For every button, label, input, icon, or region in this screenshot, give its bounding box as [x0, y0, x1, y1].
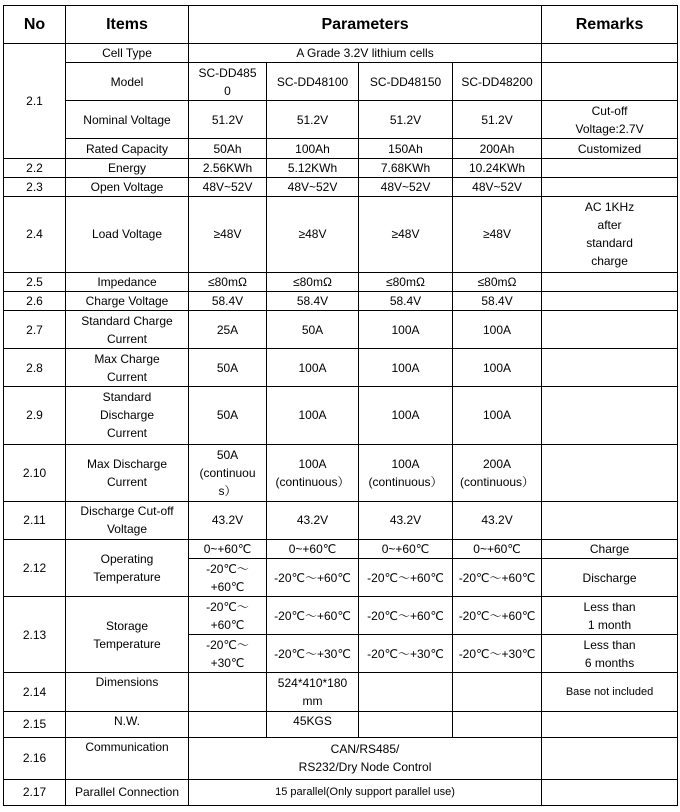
param-value: 51.2V [267, 101, 359, 139]
param-value: 100A [267, 349, 359, 387]
remark-cell: Cut-off Voltage:2.7V [542, 101, 678, 139]
table-row [4, 539, 678, 558]
remark-cell: Less than 6 months [542, 635, 678, 673]
communication-value: CAN/RS485/ RS232/Dry Node Control [189, 737, 542, 779]
remark-cell [542, 292, 678, 311]
param-value: 43.2V [359, 501, 453, 539]
row-number: 2.6 [4, 292, 66, 311]
table-row [4, 177, 678, 196]
item-label: Charge Voltage [66, 292, 189, 311]
param-value: ≤80mΩ [267, 272, 359, 291]
parallel-connection-value: 15 parallel(Only support parallel use) [189, 779, 542, 805]
param-value: ≥48V [267, 196, 359, 272]
row-number: 2.16 [4, 737, 66, 779]
param-value: 58.4V [189, 292, 267, 311]
remark-cell [542, 387, 678, 444]
param-value: ≥48V [189, 196, 267, 272]
row-number: 2.10 [4, 444, 66, 501]
header-parameters: Parameters [189, 6, 542, 44]
param-value: ≤80mΩ [189, 272, 267, 291]
param-value: -20℃～+60℃ [359, 558, 453, 596]
item-label: Max Discharge Current [66, 444, 189, 501]
header-remarks: Remarks [542, 6, 678, 44]
param-value: ≥48V [453, 196, 542, 272]
param-value: 100A [453, 387, 542, 444]
param-value [359, 673, 453, 711]
param-value: 100A [359, 387, 453, 444]
row-number: 2.13 [4, 597, 66, 673]
param-value: ≥48V [359, 196, 453, 272]
param-value [189, 711, 267, 737]
table-row [4, 737, 678, 779]
item-label: Parallel Connection [66, 779, 189, 805]
remark-cell: Customized [542, 139, 678, 158]
remark-cell [542, 779, 678, 805]
remark-cell [542, 444, 678, 501]
model-value: SC-DD48200 [453, 63, 542, 101]
item-label: Standard Charge Current [66, 311, 189, 349]
param-value: 150Ah [359, 139, 453, 158]
param-value: 50A [189, 387, 267, 444]
param-value [453, 711, 542, 737]
param-value: 48V~52V [359, 177, 453, 196]
item-label: Communication [66, 737, 189, 779]
param-value: 100Ah [267, 139, 359, 158]
table-row [4, 711, 678, 737]
remark-cell: Less than 1 month [542, 597, 678, 635]
remark-cell: Base not included [542, 673, 678, 711]
param-value: -20℃～ +30℃ [189, 635, 267, 673]
row-number: 2.1 [4, 44, 66, 158]
item-label: N.W. [66, 711, 189, 737]
table-row [4, 63, 678, 101]
param-value: 51.2V [359, 101, 453, 139]
param-value: 25A [189, 311, 267, 349]
param-value: 51.2V [453, 101, 542, 139]
table-row [4, 349, 678, 387]
param-value: -20℃～ +60℃ [189, 558, 267, 596]
param-value: 0~+60℃ [267, 539, 359, 558]
param-value: 0~+60℃ [453, 539, 542, 558]
table-row [4, 272, 678, 291]
item-label: Storage Temperature [66, 597, 189, 673]
remark-cell [542, 177, 678, 196]
remark-cell: Charge [542, 539, 678, 558]
item-label: Energy [66, 158, 189, 177]
row-number: 2.7 [4, 311, 66, 349]
param-value: -20℃～ +60℃ [189, 597, 267, 635]
model-value: SC-DD485 0 [189, 63, 267, 101]
item-label: Cell Type [66, 44, 189, 63]
param-value [359, 711, 453, 737]
param-value: 50A [189, 349, 267, 387]
table-row [4, 779, 678, 805]
table-row [4, 101, 678, 139]
param-value: 51.2V [189, 101, 267, 139]
item-label: Discharge Cut-off Voltage [66, 501, 189, 539]
param-value: 58.4V [267, 292, 359, 311]
table-row [4, 139, 678, 158]
item-label: Model [66, 63, 189, 101]
table-row [4, 501, 678, 539]
row-number: 2.8 [4, 349, 66, 387]
item-label: Impedance [66, 272, 189, 291]
row-number: 2.11 [4, 501, 66, 539]
table-row [4, 387, 678, 444]
param-value: -20℃～+60℃ [359, 597, 453, 635]
param-value: 100A (continuous） [359, 444, 453, 501]
item-label: Dimensions [66, 673, 189, 711]
param-value: 43.2V [267, 501, 359, 539]
remark-cell: Discharge [542, 558, 678, 596]
param-value: 43.2V [453, 501, 542, 539]
table-row [4, 597, 678, 635]
param-value: 100A [359, 311, 453, 349]
table-row [4, 44, 678, 63]
remark-cell [542, 737, 678, 779]
param-value: 10.24KWh [453, 158, 542, 177]
param-value: -20℃～+60℃ [267, 597, 359, 635]
param-value: 100A (continuous） [267, 444, 359, 501]
header-row [4, 6, 678, 44]
param-value: 100A [267, 387, 359, 444]
row-number: 2.5 [4, 272, 66, 291]
param-value: 0~+60℃ [359, 539, 453, 558]
param-value: 50A (continuou s） [189, 444, 267, 501]
item-label: Nominal Voltage [66, 101, 189, 139]
table-row [4, 444, 678, 501]
remark-cell [542, 311, 678, 349]
param-value: -20℃～+30℃ [359, 635, 453, 673]
table-row [4, 292, 678, 311]
param-value: 2.56KWh [189, 158, 267, 177]
battery-spec-table [3, 5, 678, 806]
item-label: Standard Discharge Current [66, 387, 189, 444]
param-value: 48V~52V [189, 177, 267, 196]
param-value: 100A [359, 349, 453, 387]
param-value: -20℃～+60℃ [453, 558, 542, 596]
param-value [453, 673, 542, 711]
table-row [4, 673, 678, 711]
row-number: 2.9 [4, 387, 66, 444]
param-value: 100A [453, 311, 542, 349]
table-row [4, 196, 678, 272]
header-items: Items [66, 6, 189, 44]
param-value: 100A [453, 349, 542, 387]
item-label: Rated Capacity [66, 139, 189, 158]
param-value: 58.4V [453, 292, 542, 311]
model-value: SC-DD48100 [267, 63, 359, 101]
item-label: Max Charge Current [66, 349, 189, 387]
param-value: ≤80mΩ [453, 272, 542, 291]
table-row [4, 158, 678, 177]
param-value: 43.2V [189, 501, 267, 539]
param-value: 200Ah [453, 139, 542, 158]
remark-cell [542, 349, 678, 387]
param-value: -20℃～+30℃ [267, 635, 359, 673]
param-value: ≤80mΩ [359, 272, 453, 291]
remark-cell [542, 158, 678, 177]
param-value: 200A (continuous） [453, 444, 542, 501]
remark-cell [542, 711, 678, 737]
row-number: 2.15 [4, 711, 66, 737]
remark-cell [542, 44, 678, 63]
remark-cell [542, 501, 678, 539]
item-label: Operating Temperature [66, 539, 189, 596]
cell-type-value: A Grade 3.2V lithium cells [189, 44, 542, 63]
row-number: 2.12 [4, 539, 66, 596]
model-value: SC-DD48150 [359, 63, 453, 101]
remark-cell [542, 63, 678, 101]
item-label: Load Voltage [66, 196, 189, 272]
row-number: 2.3 [4, 177, 66, 196]
param-value: -20℃～+60℃ [267, 558, 359, 596]
item-label: Open Voltage [66, 177, 189, 196]
param-value: 50Ah [189, 139, 267, 158]
remark-cell [542, 272, 678, 291]
weight-value: 45KGS [267, 711, 359, 737]
param-value: 7.68KWh [359, 158, 453, 177]
dimensions-value: 524*410*180 mm [267, 673, 359, 711]
param-value: 58.4V [359, 292, 453, 311]
table-row [4, 311, 678, 349]
param-value: 50A [267, 311, 359, 349]
param-value: 5.12KWh [267, 158, 359, 177]
row-number: 2.14 [4, 673, 66, 711]
remark-cell: AC 1KHz after standard charge [542, 196, 678, 272]
param-value: 48V~52V [453, 177, 542, 196]
param-value: -20℃～+60℃ [453, 597, 542, 635]
param-value: -20℃～+30℃ [453, 635, 542, 673]
header-no: No [4, 6, 66, 44]
param-value: 48V~52V [267, 177, 359, 196]
row-number: 2.4 [4, 196, 66, 272]
row-number: 2.2 [4, 158, 66, 177]
param-value: 0~+60℃ [189, 539, 267, 558]
param-value [189, 673, 267, 711]
row-number: 2.17 [4, 779, 66, 805]
